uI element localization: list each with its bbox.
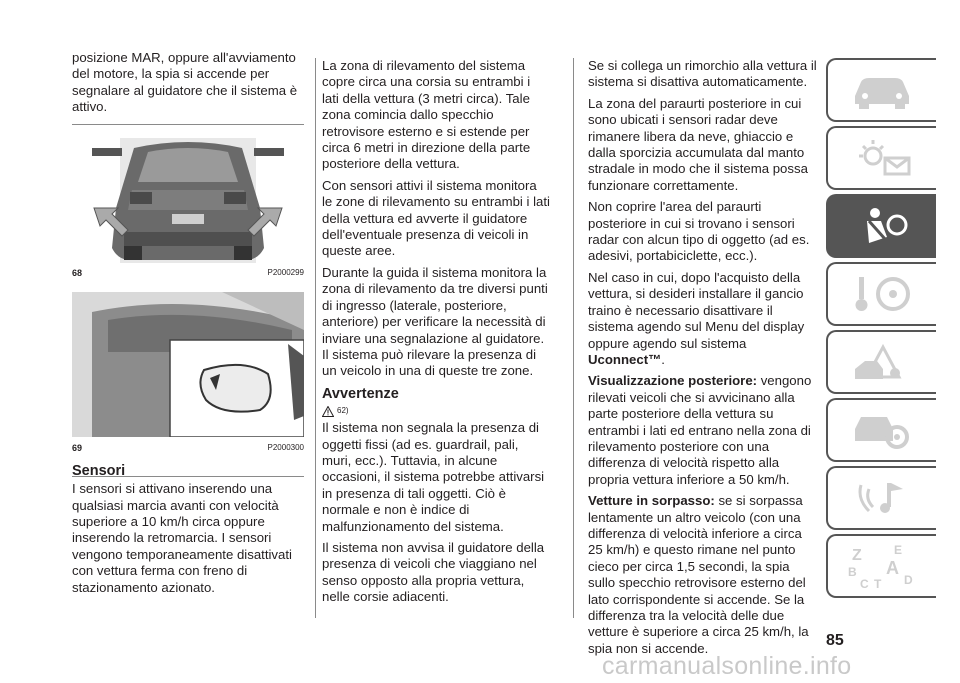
paragraph [588,270,818,368]
text-run: se si sorpassa lentamente un altro veicolo (con una differenza di velocità inferiore a circa 25 km/h) e questo rimane nel punto cieco per circa 1,5 secondi, la spia sullo specchio retrovisore esterno del lato corrispondente si accende. Se la differenza tra la velocità delle due vetture è superiore a circa 25 km/h, la spia non si accende. [588,493,809,656]
paragraph: Non coprire l'area del paraurti posteriore in cui si trovano i sensori radar con alcun tipo di oggetto (ad es. adesivi, portabiciclette, ecc.). [588,199,810,264]
warning-triangle-icon [322,406,334,417]
warning-reference [322,404,550,418]
tab-key-steering[interactable] [826,262,936,326]
column-divider [573,58,574,618]
text-run: Nel caso in cui, dopo l'acquisto della vettura, si desideri installare il gancio traino è necessario disattivare il sistema agendo sul Menu del display oppure agendo sul sistema [588,269,805,351]
chapter-tabs [826,58,960,602]
section-heading: Avvertenze [322,385,399,402]
page-number: 85 [826,632,844,649]
inline-heading: Visualizzazione posteriore: [588,373,758,389]
warning-ref-number: 62) [337,405,349,415]
section-heading: Sensori [72,462,126,479]
column-divider [315,58,316,618]
car-icon [847,70,917,110]
sensori-paragraph: I sensori si attivano inserendo una qualsiasi marcia avanti con velocità superiore a 10 km/h circa oppure inserendo la retromarcia. I sensori vengono temporaneamente disattivati con vettura ferma con freno di stazionamento azionato. [72,481,292,595]
text-run: . [661,351,665,367]
index-letter: B [848,565,857,579]
safety-airbag-icon [847,203,917,249]
tab-car[interactable] [826,58,936,122]
paragraph: Il sistema non avvisa il guidatore della presenza di veicoli che viaggiano nel senso opposto alla propria vettura, nelle corsie adiacenti. [322,539,545,605]
index-letter: Z [852,547,862,564]
text-run: vengono rilevati veicoli che si avvicinano alla parte posteriore della vettura su entrambi i lati ed entrano nella zona di rilevamento posteriore con una differenza di velocità rispetto alla propria vettura inferiore a 50 km/h. [588,373,812,487]
figure-code: P2000299 [267,268,304,278]
paragraph [588,493,818,657]
tab-multimedia[interactable] [826,466,936,530]
tab-emergency[interactable] [826,330,936,394]
index-icon [842,540,922,592]
figure-caption [72,443,304,453]
paragraph: Il sistema non segnala la presenza di oggetti fissi (ad es. guardrail, pali, muri, ecc.). Tuttavia, in alcune occasioni, il sistema potrebbe attivarsi in presenza di tali oggetti. Ciò è normale e non è indice di malfunzionamento del sistema. [322,420,545,534]
paragraph: Se si collega un rimorchio alla vettura il sistema si disattiva automaticamente. [588,58,817,90]
paragraph: La zona di rilevamento del sistema copre circa una corsia su entrambi i lati della vettura (3 metri circa). Tale zona comincia dallo specchio retrovisore esterno e si estende per circa 6 metri in direzione della parte posteriore della vettura. [322,58,531,172]
figure-68 [72,138,304,278]
intro-paragraph: posizione MAR, oppure all'avviamento del motore, la spia si accende per segnalare al guidatore che il sistema è attivo. [72,50,298,115]
figure-number: 69 [72,442,83,453]
index-letter: A [886,558,899,578]
side-mirror-illustration [72,292,304,437]
multimedia-icon [847,475,917,521]
index-letter: T [874,577,882,591]
watermark: carmanualsonline.info [602,652,852,680]
index-letter: D [904,573,913,587]
inline-heading: Vetture in sorpasso: [588,493,715,509]
tab-safety[interactable] [826,194,936,258]
column-3 [588,58,818,662]
key-steering-icon [847,271,917,317]
paragraph: La zona del paraurti posteriore in cui sono ubicati i sensori radar deve rimanere libera da neve, ghiaccio e dalla sporcizia accumulata dal manto stradale in modo che il sistema possa funzionare correttamente. [588,95,808,193]
warning-lights-icon [847,136,917,180]
paragraph: Con sensori attivi il sistema monitora le zone di rilevamento su entrambi i lati della vettura ed avverte il guidatore dell'eventuale presenza di veicoli in queste aree. [322,177,550,259]
figure-69 [72,292,304,452]
tab-warning-lights[interactable] [826,126,936,190]
maintenance-icon [847,407,917,453]
index-letter: C [860,577,869,591]
index-letter: E [894,543,903,557]
column-2 [322,58,550,611]
tab-index[interactable] [826,534,936,598]
paragraph [588,373,818,488]
column-1 [72,50,304,601]
emergency-icon [847,339,917,385]
tab-maintenance[interactable] [826,398,936,462]
uconnect-label: Uconnect™ [588,351,662,367]
paragraph: Durante la guida il sistema monitora la zona di rilevamento da tre diversi punti di ingresso (laterale, posteriore, anteriore) per verificare la necessità di inviare una segnalazione al guidatore. Il sistema può rilevare la presenza di un veicolo in una di queste tre zone. [322,264,548,379]
figure-caption [72,268,304,278]
figure-code: P2000300 [267,442,304,452]
rear-car-illustration [72,138,304,263]
figure-number: 68 [72,268,83,279]
